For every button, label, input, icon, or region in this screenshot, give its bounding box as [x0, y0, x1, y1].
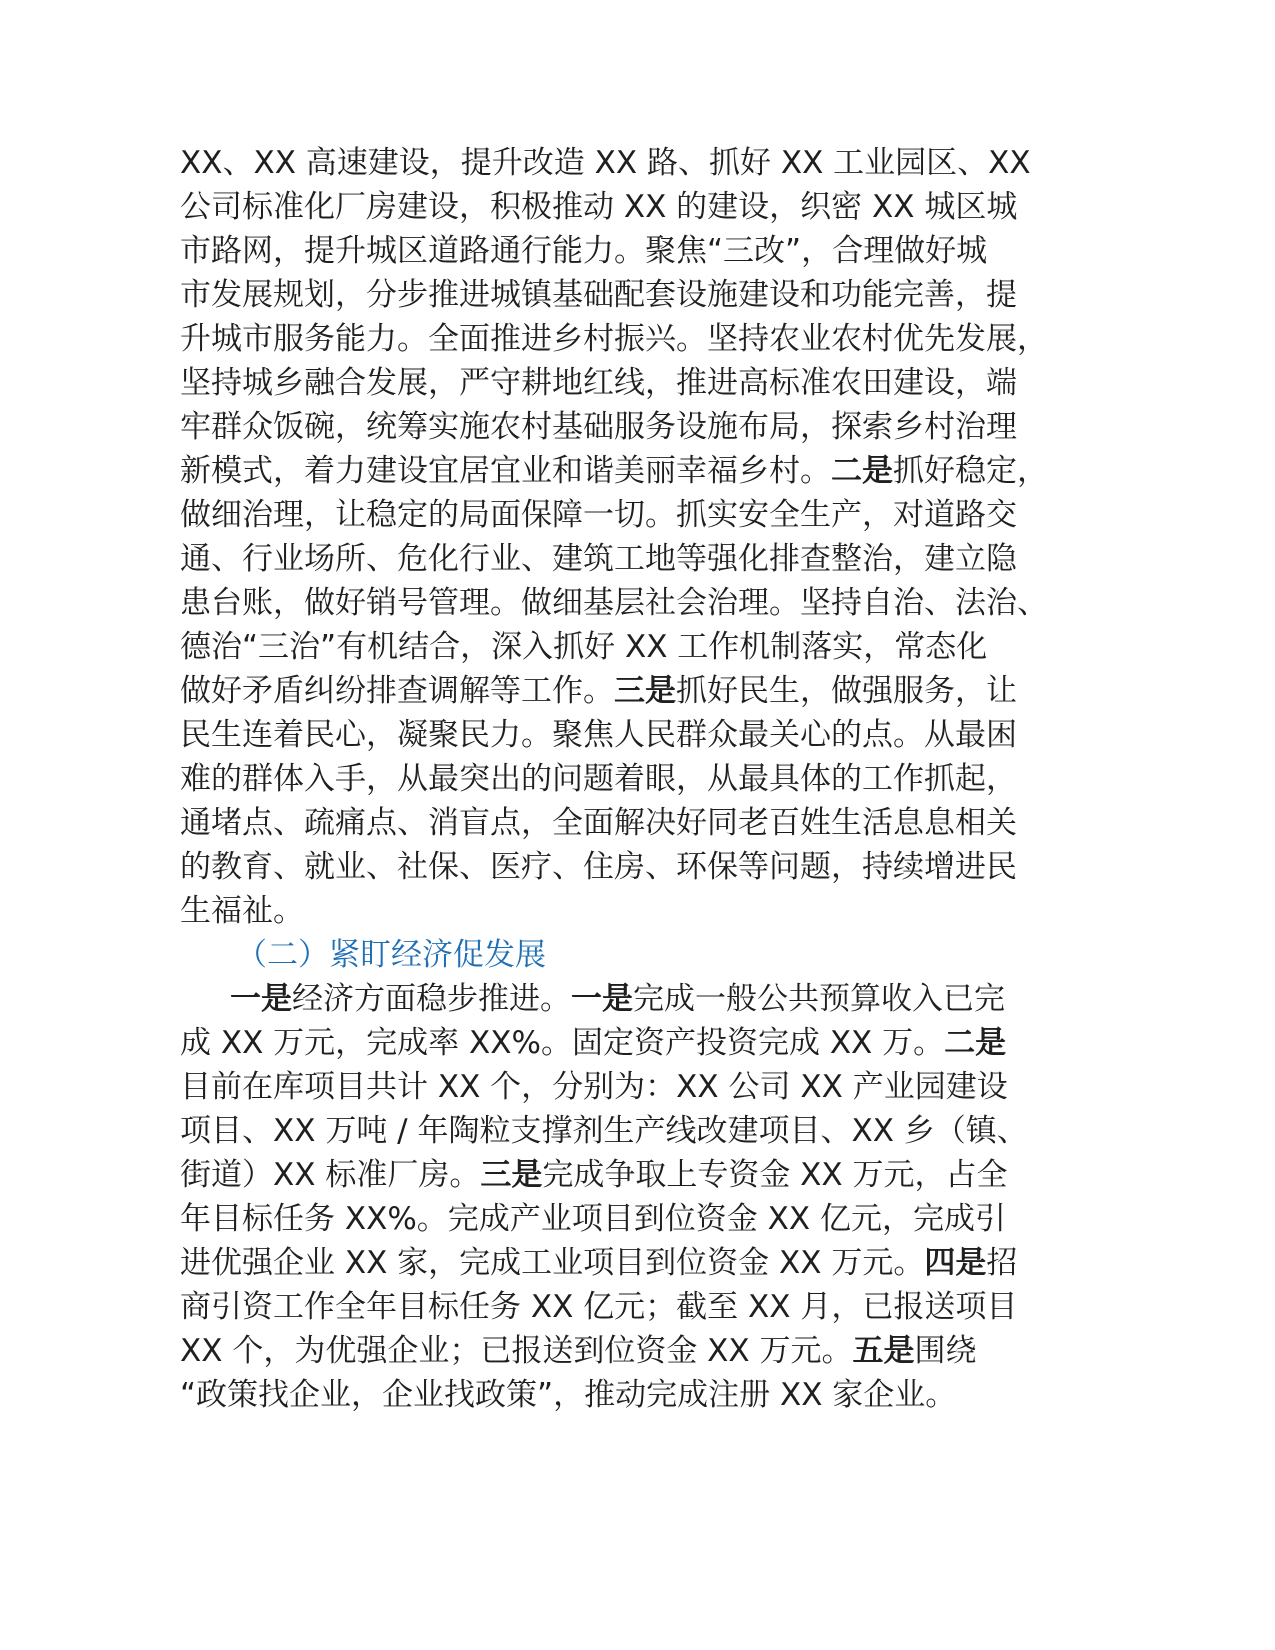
bold-marker: 四是 — [924, 1245, 987, 1281]
text-line — [180, 1241, 1060, 1285]
text-line — [180, 889, 1060, 933]
text-segment: 通、行业场所、危化行业、建筑工地等强化排查整治，建立隐 — [180, 541, 1017, 577]
text-segment: XX、XX 高速建设，提升改造 XX 路、抓好 XX 工业园区、XX — [180, 145, 1031, 181]
text-line — [180, 625, 1060, 669]
paragraph-block-1 — [180, 141, 1060, 933]
text-segment: 做细治理，让稳定的局面保障一切。抓实安全生产，对道路交 — [180, 497, 1017, 533]
text-segment: 市路网，提升城区道路通行能力。聚焦“三改”，合理做好城 — [180, 233, 988, 269]
text-line — [180, 1329, 1060, 1373]
text-segment: 牢群众饭碗，统筹实施农村基础服务设施布局，探索乡村治理 — [180, 409, 1017, 445]
text-line — [180, 405, 1060, 449]
text-segment: 商引资工作全年目标任务 XX 亿元；截至 XX 月，已报送项目 — [180, 1289, 1018, 1325]
text-segment: 的教育、就业、社保、医疗、住房、环保等问题，持续增进民 — [180, 849, 1017, 885]
text-segment: 坚持城乡融合发展，严守耕地红线，推进高标准农田建设，端 — [180, 365, 1017, 401]
text-line — [180, 361, 1060, 405]
text-line — [180, 1109, 1060, 1153]
text-line — [180, 1065, 1060, 1109]
text-segment: 目前在库项目共计 XX 个，分别为：XX 公司 XX 产业园建设 — [180, 1069, 1008, 1105]
text-line — [180, 801, 1060, 845]
text-line — [180, 1285, 1060, 1329]
bold-marker: 一是 — [571, 981, 633, 1017]
text-segment: 街道）XX 标准厂房。 — [180, 1157, 481, 1193]
text-segment: 市发展规划，分步推进城镇基础配套设施建设和功能完善，提 — [180, 277, 1017, 313]
text-line — [180, 757, 1060, 801]
text-segment: 生福祉。 — [180, 893, 304, 929]
text-segment: 完成一般公共预算收入已完 — [633, 981, 1005, 1017]
text-segment: 抓好民生，做强服务，让 — [676, 673, 1017, 709]
text-line — [180, 1021, 1060, 1065]
text-segment: 患台账，做好销号管理。做细基层社会治理。坚持自治、法治、 — [180, 585, 1048, 621]
text-line — [180, 449, 1060, 493]
document-page — [180, 141, 1060, 1417]
text-line — [180, 713, 1060, 757]
paragraph-block-2 — [180, 977, 1060, 1417]
text-line — [180, 317, 1060, 361]
section-heading: （二）紧盯经济促发展 — [236, 937, 546, 973]
text-segment: 做好矛盾纠纷排查调解等工作。 — [180, 673, 614, 709]
text-line — [180, 1197, 1060, 1241]
bold-marker: 二是 — [831, 453, 893, 489]
text-segment: 成 XX 万元，完成率 XX%。固定资产投资完成 XX 万。 — [180, 1025, 945, 1061]
text-line — [180, 669, 1060, 713]
text-segment: XX 个，为优强企业；已报送到位资金 XX 万元。 — [180, 1333, 853, 1369]
text-line — [180, 273, 1060, 317]
bold-marker: 一是 — [230, 981, 292, 1017]
text-segment: 围绕 — [914, 1333, 977, 1369]
text-line — [180, 581, 1060, 625]
text-segment: 民生连着民心，凝聚民力。聚焦人民群众最关心的点。从最困 — [180, 717, 1017, 753]
text-line — [180, 141, 1060, 185]
text-segment: 经济方面稳步推进。 — [292, 981, 571, 1017]
text-segment: 公司标准化厂房建设，积极推动 XX 的建设，织密 XX 城区城 — [180, 189, 1018, 225]
text-segment: 招 — [986, 1245, 1018, 1281]
text-segment: 抓好稳定， — [893, 453, 1048, 489]
text-segment: 德治“三治”有机结合，深入抓好 XX 工作机制落实，常态化 — [180, 629, 988, 665]
bold-marker: 二是 — [944, 1025, 1007, 1061]
bold-marker: 三是 — [614, 673, 676, 709]
text-line — [180, 1373, 1060, 1417]
text-line — [180, 537, 1060, 581]
text-line — [180, 1153, 1060, 1197]
bold-marker: 三是 — [480, 1157, 543, 1193]
bold-marker: 五是 — [852, 1333, 915, 1369]
text-segment: 项目、XX 万吨 / 年陶粒支撑剂生产线改建项目、XX 乡（镇、 — [180, 1113, 1028, 1149]
text-segment: 难的群体入手，从最突出的问题着眼，从最具体的工作抓起， — [180, 761, 1017, 797]
text-line — [180, 845, 1060, 889]
text-segment: “政策找企业，企业找政策”，推动完成注册 XX 家企业。 — [180, 1377, 957, 1413]
text-segment: 新模式，着力建设宜居宜业和谐美丽幸福乡村。 — [180, 453, 831, 489]
text-segment: 进优强企业 XX 家，完成工业项目到位资金 XX 万元。 — [180, 1245, 925, 1281]
text-line — [180, 185, 1060, 229]
text-segment: 年目标任务 XX%。完成产业项目到位资金 XX 亿元，完成引 — [180, 1201, 1006, 1237]
text-line — [180, 229, 1060, 273]
text-segment: 完成争取上专资金 XX 万元，占全 — [542, 1157, 1008, 1193]
text-line — [180, 493, 1060, 537]
text-segment: 通堵点、疏痛点、消盲点，全面解决好同老百姓生活息息相关 — [180, 805, 1017, 841]
text-line — [180, 977, 1060, 1021]
text-segment: 升城市服务能力。全面推进乡村振兴。坚持农业农村优先发展， — [180, 321, 1048, 357]
